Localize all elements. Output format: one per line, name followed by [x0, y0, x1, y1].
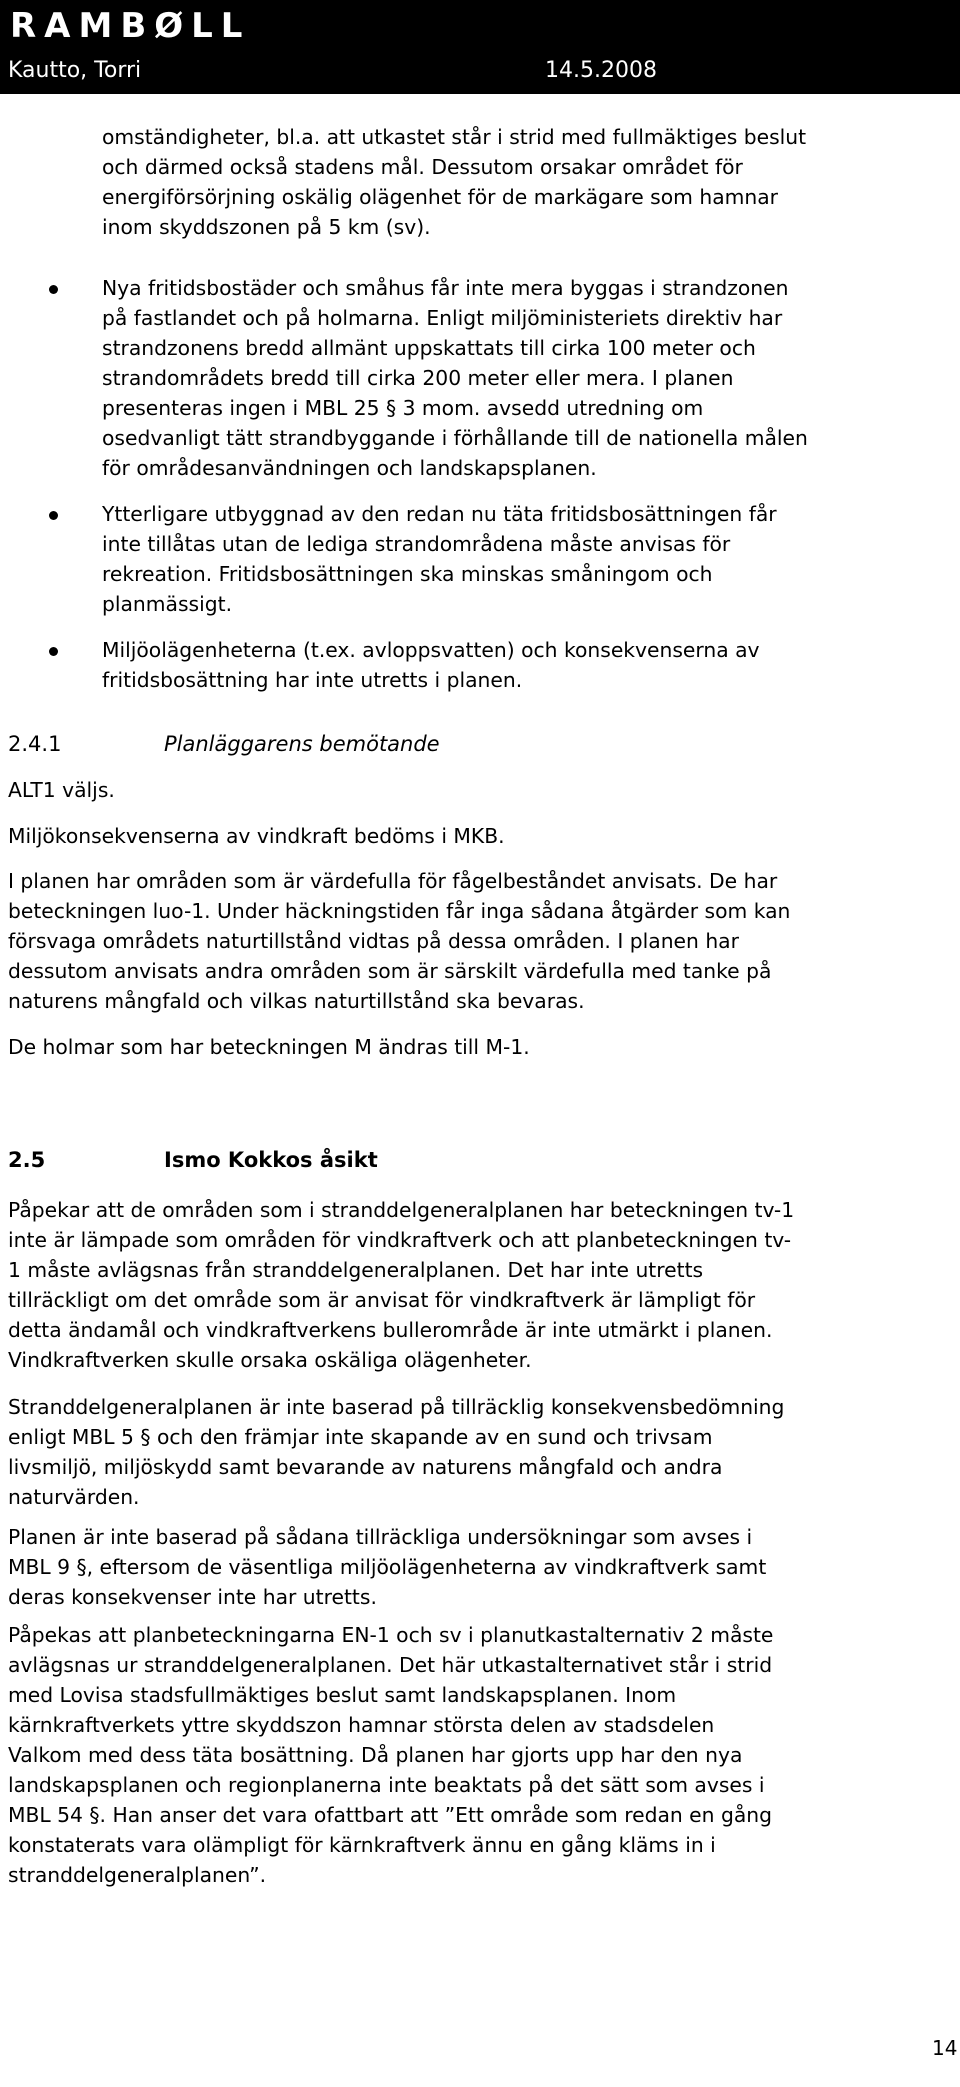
text-line: De holmar som har beteckningen M ändras till M-1. [8, 1035, 530, 1059]
text-line: inom skyddszonen på 5 km (sv). [102, 215, 431, 239]
text-line: naturvärden. [8, 1485, 140, 1509]
text-line: osedvanligt tätt strandbyggande i förhållande till de nationella målen [102, 426, 808, 450]
text-line: livsmiljö, miljöskydd samt bevarande av naturens mångfald och andra [8, 1455, 723, 1479]
text-line: försvaga områdets naturtillstånd vidtas på dessa områden. I planen har [8, 929, 739, 953]
bullet-item-2 [102, 499, 777, 619]
text-line: för områdesanvändningen och landskapsplanen. [102, 456, 597, 480]
text-line: inte tillåtas utan de lediga strandområdena måste anvisas för [102, 532, 731, 556]
text-line: på fastlandet och på holmarna. Enligt miljöministeriets direktiv har [102, 306, 783, 330]
heading-title: Ismo Kokkos åsikt [164, 1148, 378, 1172]
text-line: Stranddelgeneralplanen är inte baserad på tillräcklig konsekvensbedömning [8, 1395, 785, 1419]
text-line: rekreation. Fritidsbosättningen ska minskas småningom och [102, 562, 713, 586]
paragraph [8, 866, 790, 1016]
header-date: 14.5.2008 [545, 58, 657, 83]
text-line: ALT1 väljs. [8, 778, 115, 802]
paragraph [8, 1032, 530, 1062]
bullet-item-1 [102, 273, 808, 483]
bullet-icon [49, 511, 58, 520]
text-line: med Lovisa stadsfullmäktiges beslut samt landskapsplanen. Inom [8, 1683, 677, 1707]
text-line: energiförsörjning oskälig olägenhet för de markägare som hamnar [102, 185, 779, 209]
text-line: 1 måste avlägsnas från stranddelgeneralplanen. Det har inte utretts [8, 1258, 704, 1282]
heading-number: 2.4.1 [8, 732, 62, 756]
text-line: tillräckligt om det område som är anvisat för vindkraftverk är lämpligt för [8, 1288, 756, 1312]
text-line: strandområdets bredd till cirka 200 meter eller mera. I planen [102, 366, 734, 390]
text-line: Valkom med dess täta bosättning. Då planen har gjorts upp har den nya [8, 1743, 743, 1767]
paragraph [8, 1620, 773, 1890]
text-line: Nya fritidsbostäder och småhus får inte mera byggas i strandzonen [102, 276, 789, 300]
text-line: beteckningen luo-1. Under häckningstiden får inga sådana åtgärder som kan [8, 899, 791, 923]
text-line: strandzonens bredd allmänt uppskattats till cirka 100 meter och [102, 336, 756, 360]
text-line: och därmed också stadens mål. Dessutom orsakar området för [102, 155, 743, 179]
heading-title: Planläggarens bemötande [164, 732, 440, 756]
heading-2-5 [8, 1145, 508, 1175]
text-line: MBL 9 §, eftersom de väsentliga miljöolägenheterna av vindkraftverk samt [8, 1555, 767, 1579]
text-line: konstaterats vara olämpligt för kärnkraftverk ännu en gång kläms in i [8, 1833, 716, 1857]
text-line: dessutom anvisats andra områden som är särskilt värdefulla med tanke på [8, 959, 772, 983]
header-author: Kautto, Torri [8, 58, 142, 83]
text-line: inte är lämpade som områden för vindkraftverk och att planbeteckningen tv- [8, 1228, 792, 1252]
text-line: Ytterligare utbyggnad av den redan nu täta fritidsbosättningen får [102, 502, 777, 526]
paragraph [8, 821, 505, 851]
paragraph [8, 775, 115, 805]
text-line: detta ändamål och vindkraftverkens bullerområde är inte utmärkt i planen. [8, 1318, 773, 1342]
text-line: Påpekar att de områden som i stranddelgeneralplanen har beteckningen tv-1 [8, 1198, 795, 1222]
text-line: fritidsbosättning har inte utretts i planen. [102, 668, 523, 692]
text-line: Planen är inte baserad på sådana tillräckliga undersökningar som avses i [8, 1525, 753, 1549]
text-line: naturens mångfald och vilkas naturtillstånd ska bevaras. [8, 989, 585, 1013]
page-number: 14 [932, 2036, 958, 2060]
text-line: kärnkraftverkets yttre skyddszon hamnar största delen av stadsdelen [8, 1713, 715, 1737]
text-line: enligt MBL 5 § och den främjar inte skapande av en sund och trivsam [8, 1425, 713, 1449]
text-line: Vindkraftverken skulle orsaka oskäliga olägenheter. [8, 1348, 532, 1372]
paragraph [8, 1195, 794, 1375]
paragraph [8, 1522, 766, 1612]
text-line: presenteras ingen i MBL 25 § 3 mom. avsedd utredning om [102, 396, 704, 420]
bullet-icon [49, 647, 58, 656]
text-line: Miljöolägenheterna (t.ex. avloppsvatten) och konsekvenserna av [102, 638, 760, 662]
header-bar [0, 0, 960, 94]
text-line: planmässigt. [102, 592, 233, 616]
heading-number: 2.5 [8, 1148, 46, 1172]
text-line: I planen har områden som är värdefulla för fågelbeståndet anvisats. De har [8, 869, 778, 893]
bullet-icon [49, 285, 58, 294]
text-line: Miljökonsekvenserna av vindkraft bedöms i MKB. [8, 824, 505, 848]
paragraph [8, 1392, 784, 1512]
text-line: omständigheter, bl.a. att utkastet står i strid med fullmäktiges beslut [102, 125, 807, 149]
text-line: avlägsnas ur stranddelgeneralplanen. Det här utkastalternativet står i strid [8, 1653, 773, 1677]
text-line: landskapsplanen och regionplanerna inte beaktats på det sätt som avses i [8, 1773, 765, 1797]
heading-2-4-1 [8, 729, 508, 759]
text-line: stranddelgeneralplanen”. [8, 1863, 267, 1887]
text-line: deras konsekvenser inte har utretts. [8, 1585, 377, 1609]
bullet-item-3 [102, 635, 760, 695]
ramboll-logo: RAMBØLL [10, 6, 251, 46]
text-line: Påpekas att planbeteckningarna EN-1 och sv i planutkastalternativ 2 måste [8, 1623, 774, 1647]
intro-paragraph [102, 122, 806, 242]
text-line: MBL 54 §. Han anser det vara ofattbart att ”Ett område som redan en gång [8, 1803, 772, 1827]
